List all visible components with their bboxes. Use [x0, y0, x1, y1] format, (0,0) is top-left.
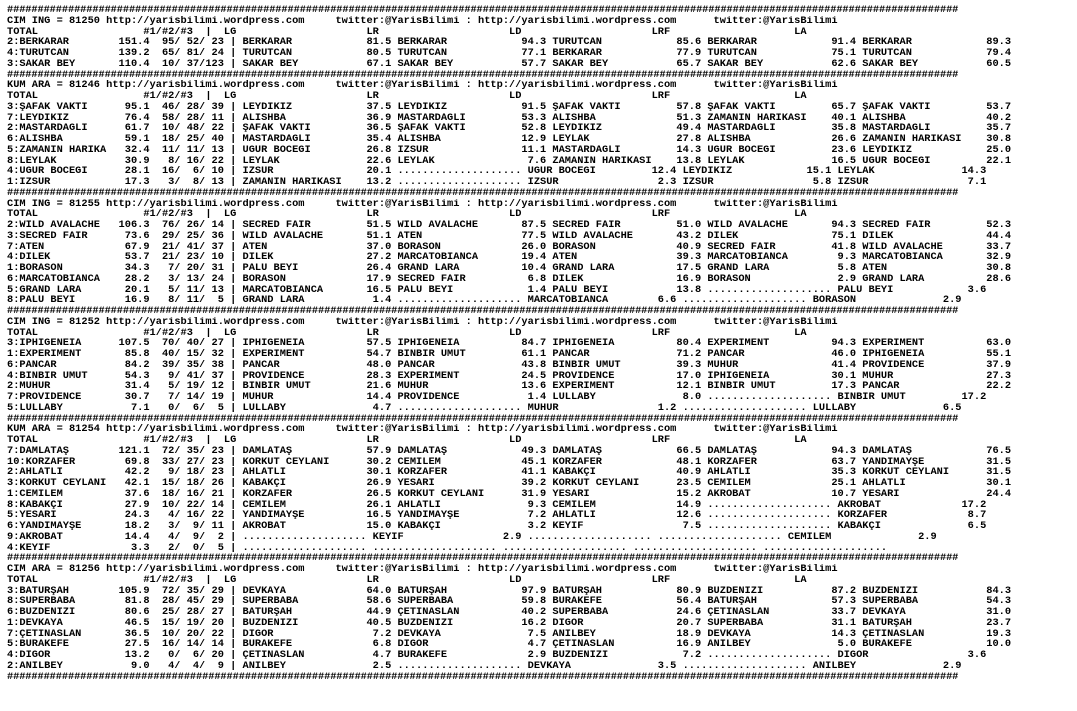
race-header-line: KUM ARA = 81254 http://yarisbilimi.wordpress.com twitter:@YarisBilimi : http://yarisbilimi.wordpress.com twitter:@YarisBilimi [7, 424, 838, 435]
text-row: 4:BİNBİR UMUT 54.3 9/ 41/ 37 | PROVIDENCE 28.3 EXPERIMENT 24.5 PROVIDENCE 17.0 IPHIGENEIA 30.1 MÜHÜR 27.3 [7, 370, 1012, 382]
text-row: 5:ZAMANIN HARİKA 32.4 11/ 11/ 13 | UĞUR BÖCEĞİ 26.8 İZSÜR 11.1 MASTARDAĞLI 14.3 UĞUR BÖCEĞİ 23.6 LEYDİKİZ 25.0 [7, 144, 1012, 156]
text-row: 3:SAKAR BEY 110.4 10/ 37/123 | SAKAR BEY 67.1 SAKAR BEY 57.7 SAKAR BEY 65.7 SAKAR BEY 62.6 SAKAR BEY 60.5 [7, 58, 1012, 70]
text-row: 8:SÜPERBABA 81.8 28/ 45/ 29 | SÜPERBABA 58.6 SÜPERBABA 59.8 BURAKEFE 56.4 BATURŞAH 57.3 SÜPERBABA 54.3 [7, 596, 1012, 607]
text-row: 8:LEYLAK 30.9 8/ 16/ 22 | LEYLAK 22.6 LEYLAK 7.6 ZAMANIN HARİKASI 13.8 LEYLAK 16.5 UĞUR BÖCEĞİ 22.1 [7, 155, 1012, 167]
text-row: 2:AHLATLI 42.2 9/ 18/ 23 | AHLATLI 30.1 KORZAFER 41.1 KABAKÇI 40.9 AHLATLI 35.3 KORKUT CEYLANI 31.5 [7, 467, 1012, 478]
text-row: 5:BURAKEFE 27.5 16/ 14/ 14 | BURAKEFE 6.8 DİGOR 4.7 ÇETİNASLAN 16.9 ANILBEY 5.0 BURAKEFE 10.0 [7, 639, 1012, 650]
race-header-line: CIM ARA = 81256 http://yarisbilimi.wordpress.com twitter:@YarisBilimi : http://yarisbilimi.wordpress.com twitter:@YarisBilimi [7, 564, 838, 575]
separator-line: ############################################################################################################################################################ [7, 671, 959, 683]
text-row: 8:PALU BEYİ 16.9 8/ 11/ 5 | GRAND LARA 1.4 .................... MARCATOBIANCA 6.6 .................... BORASON 2.9 [7, 295, 962, 306]
separator-line: ############################################################################################################################################################ [7, 306, 959, 317]
text-row: 1:CEMİLEM 37.6 18/ 16/ 21 | KORZAFER 26.5 KORKUT CEYLANI 31.9 YESARİ 15.2 AKROBAT 10.7 YESARİ 24.4 [7, 488, 1012, 500]
text-row: 2:MÜHÜR 31.4 5/ 19/ 12 | BİNBİR UMUT 21.6 MÜHÜR 13.6 EXPERIMENT 12.1 BİNBİR UMUT 17.3 PANCAR 22.2 [7, 381, 1012, 392]
text-row: 1:İZSÜR 17.3 3/ 8/ 13 | ZAMANIN HARİKASI 13.2 .................... İZSÜR 2.3 İZSÜR 5.8 İZSÜR 7.1 [7, 177, 987, 188]
race-header-line: CIM ING = 81252 http://yarisbilimi.wordpress.com twitter:@YarisBilimi : http://yarisbilimi.wordpress.com twitter:@YarisBilimi [7, 316, 838, 328]
column-header-row: TOTAL #1/#2/#3 | LG LR LD LRF LA [7, 435, 807, 446]
text-row: 5:YESARİ 24.3 4/ 16/ 22 | YANDIMAYŞE 16.5 YANDIMAYŞE 7.2 AHLATLI 12.6 .................... KORZAFER 8.7 [7, 510, 987, 521]
text-row: 4:DİLEK 53.7 21/ 23/ 10 | DİLEK 27.2 MARCATOBIANCA 19.4 ATEN 39.3 MARCATOBIANCA 9.3 MARCATOBIANCA 32.9 [7, 252, 1012, 263]
separator-line: ############################################################################################################################################################ [7, 413, 959, 425]
race-header-line: CIM ING = 81255 http://yarisbilimi.wordpress.com twitter:@YarisBilimi : http://yarisbilimi.wordpress.com twitter:@YarisBilimi [7, 198, 838, 210]
column-header-row: TOTAL #1/#2/#3 | LG LR LD LRF LA [7, 26, 807, 38]
separator-line: ############################################################################################################################################################ [7, 187, 959, 199]
text-row: 9:AKROBAT 14.4 4/ 9/ 2 | .................... KEYİF 2.9 .................... .................... CEMİLEM 2.9 [7, 531, 937, 543]
text-row: 1:EXPERIMENT 85.8 40/ 15/ 32 | EXPERIMENT 54.7 BİNBİR UMUT 61.1 PANCAR 71.2 PANCAR 46.0 IPHIGENEIA 55.1 [7, 349, 1012, 360]
text-row: 1:DEVKAYA 46.5 15/ 19/ 20 | BUZDENİZİ 40.5 BUZDENİZİ 16.2 DİGOR 20.7 SÜPERBABA 31.1 BATURŞAH 23.7 [7, 617, 1012, 629]
text-row: 2:BERKARAR 151.4 95/ 52/ 23 | BERKARAR 81.5 BERKARAR 94.3 TÜRÜTCAN 85.6 BERKARAR 91.4 BERKARAR 89.3 [7, 37, 1012, 48]
column-header-row: TOTAL #1/#2/#3 | LG LR LD LRF LA [7, 327, 807, 339]
text-row: 4:TÜRÜTCAN 139.2 65/ 81/ 24 | TÜRÜTCAN 80.5 TÜRÜTCAN 77.1 BERKARAR 77.9 TÜRÜTCAN 75.1 TÜRÜTCAN 79.4 [7, 48, 1012, 59]
text-row: 7:ÇETİNASLAN 36.5 10/ 20/ 22 | DİGOR 7.2 DEVKAYA 7.5 ANILBEY 18.9 DEVKAYA 14.3 ÇETİNASLAN 19.3 [7, 628, 1012, 640]
text-row: 7:ATEN 67.9 21/ 41/ 37 | ATEN 37.0 BORASON 26.0 BORASON 40.9 SECRED FAIR 41.8 WILD AVALACHE 33.7 [7, 241, 1012, 253]
column-header-row: TOTAL #1/#2/#3 | LG LR LD LRF LA [7, 209, 807, 220]
column-header-row: TOTAL #1/#2/#3 | LG LR LD LRF LA [7, 91, 807, 102]
text-row: 6:BUZDENİZİ 80.6 25/ 28/ 27 | BATURŞAH 44.9 ÇETİNASLAN 40.2 SÜPERBABA 24.6 ÇETİNASLAN 33.7 DEVKAYA 31.0 [7, 607, 1012, 618]
separator-line: ############################################################################################################################################################ [7, 553, 959, 564]
separator-line: ############################################################################################################################################################ [7, 5, 959, 16]
text-row: 3:BATURŞAH 105.9 72/ 35/ 29 | DEVKAYA 64.0 BATURŞAH 97.9 BATURŞAH 80.9 BUZDENİZİ 87.2 BUZDENİZİ 84.3 [7, 585, 1012, 597]
column-header-row: TOTAL #1/#2/#3 | LG LR LD LRF LA [7, 574, 807, 586]
text-row: 5:LULLABY 7.1 0/ 6/ 5 | LULLABY 4.7 .................... MÜHÜR 1.2 .................... LULLABY 6.5 [7, 402, 962, 414]
results-printout [7, 5, 1073, 707]
text-row: 3:KORKUT CEYLANI 42.1 15/ 18/ 26 | KABAKÇI 26.9 YESARİ 39.2 KORKUT CEYLANI 23.5 CEMİLEM 25.1 AHLATLI 30.1 [7, 478, 1012, 489]
text-row: 2:WILD AVALACHE 106.3 76/ 26/ 14 | SECRED FAIR 51.5 WILD AVALACHE 87.5 SECRED FAIR 51.0 WILD AVALACHE 94.3 SECRED FAIR 52.3 [7, 220, 1012, 231]
race-header-line: CIM ING = 81250 http://yarisbilimi.wordpress.com twitter:@YarisBilimi : http://yarisbilimi.wordpress.com twitter:@YarisBilimi [7, 15, 838, 27]
text-row: 2:MASTARDAĞLI 61.7 10/ 48/ 22 | ŞAFAK VAKTİ 36.5 ŞAFAK VAKTİ 52.8 LEYDİKİZ 49.4 MASTARDAĞLI 35.8 MASTARDAĞLI 35.7 [7, 123, 1012, 134]
text-row: 6:YANDIMAYŞE 18.2 3/ 9/ 11 | AKROBAT 15.0 KABAKÇI 3.2 KEYİF 7.5 .................... KABAKÇI 6.5 [7, 521, 987, 532]
text-row: 10:KORZAFER 69.8 33/ 27/ 23 | KORKUT CEYLANI 30.2 CEMİLEM 45.1 KORZAFER 48.1 KORZAFER 63.7 YANDIMAYŞE 31.5 [7, 456, 1012, 468]
text-row: 7:LEYDİKİZ 76.4 58/ 28/ 11 | ALİSHBA 36.9 MASTARDAĞLI 53.3 ALİSHBA 51.3 ZAMANIN HARİKASI 40.1 ALİSHBA 40.2 [7, 112, 1012, 124]
separator-line: ############################################################################################################################################################ [7, 69, 959, 81]
text-row: 7:PROVIDENCE 30.7 7/ 14/ 19 | MÜHÜR 14.4 PROVIDENCE 1.4 LULLABY 8.0 .................... BİNBİR UMUT 17.2 [7, 392, 987, 403]
text-row: 6:PANCAR 84.2 39/ 35/ 38 | PANCAR 48.0 PANCAR 43.8 BİNBİR UMUT 39.3 MÜHÜR 41.4 PROVIDENCE 37.9 [7, 359, 1012, 371]
text-row: 8:KABAKÇI 27.9 10/ 22/ 14 | CEMİLEM 26.1 AHLATLI 9.3 CEMİLEM 14.9 .................... AKROBAT 17.2 [7, 499, 987, 511]
text-row: 3:IPHIGENEIA 107.5 70/ 40/ 27 | IPHIGENEIA 57.5 IPHIGENEIA 84.7 IPHIGENEIA 80.4 EXPERIMENT 94.3 EXPERIMENT 63.0 [7, 338, 1012, 349]
text-row: 4:KEYİF 3.3 2/ 0/ 5 | .................... .................... .................... .................... .................... [7, 542, 888, 554]
text-row: 5:GRAND LARA 20.1 5/ 11/ 13 | MARCATOBIANCA 16.5 PALU BEYİ 1.4 PALU BEYİ 13.8 .................... PALU BEYİ 3.6 [7, 284, 987, 296]
text-row: 6:ALİSHBA 59.1 18/ 25/ 40 | MASTARDAĞLI 35.4 ALİSHBA 12.9 LEYLAK 27.8 ALİSHBA 26.6 ZAMANIN HARİKASI 30.8 [7, 134, 1012, 145]
text-row: 7:DAMLATAŞ 121.1 72/ 35/ 23 | DAMLATAŞ 57.9 DAMLATAŞ 49.3 DAMLATAŞ 66.5 DAMLATAŞ 94.3 DAMLATAŞ 76.5 [7, 445, 1012, 457]
text-row: 1:BORASON 34.3 7/ 20/ 31 | PALU BEYİ 26.4 GRAND LARA 10.4 GRAND LARA 17.5 GRAND LARA 5.8 ATEN 30.8 [7, 263, 1012, 274]
text-row: 3:ŞAFAK VAKTİ 95.1 46/ 28/ 39 | LEYDİKİZ 37.5 LEYDİKİZ 91.5 ŞAFAK VAKTİ 57.8 ŞAFAK VAKTİ 65.7 ŞAFAK VAKTİ 53.7 [7, 101, 1012, 113]
text-row: 6:MARCATOBIANCA 28.2 3/ 13/ 24 | BORASON 17.9 SECRED FAIR 6.8 DİLEK 16.9 BORASON 2.9 GRAND LARA 28.6 [7, 273, 1012, 285]
text-row: 4:DİGOR 13.2 0/ 6/ 20 | ÇETİNASLAN 4.7 BURAKEFE 2.9 BUZDENİZİ 7.2 .................... DİGOR 3.6 [7, 650, 987, 661]
text-row: 4:UĞUR BÖCEĞİ 28.1 16/ 6/ 10 | İZSÜR 20.1 .................... UĞUR BÖCEĞİ 12.4 LEYDİKİZ 15.1 LEYLAK 14.3 [7, 166, 987, 177]
text-row: 2:ANILBEY 9.0 4/ 4/ 9 | ANILBEY 2.5 .................... DEVKAYA 3.5 .................... ANILBEY 2.9 [7, 660, 962, 672]
text-row: 3:SECRED FAIR 73.6 29/ 25/ 36 | WILD AVALACHE 51.1 ATEN 77.5 WILD AVALACHE 43.2 DİLEK 75.1 DİLEK 44.4 [7, 230, 1012, 242]
race-header-line: KUM ARA = 81246 http://yarisbilimi.wordpress.com twitter:@YarisBilimi : http://yarisbilimi.wordpress.com twitter:@YarisBilimi [7, 80, 838, 91]
